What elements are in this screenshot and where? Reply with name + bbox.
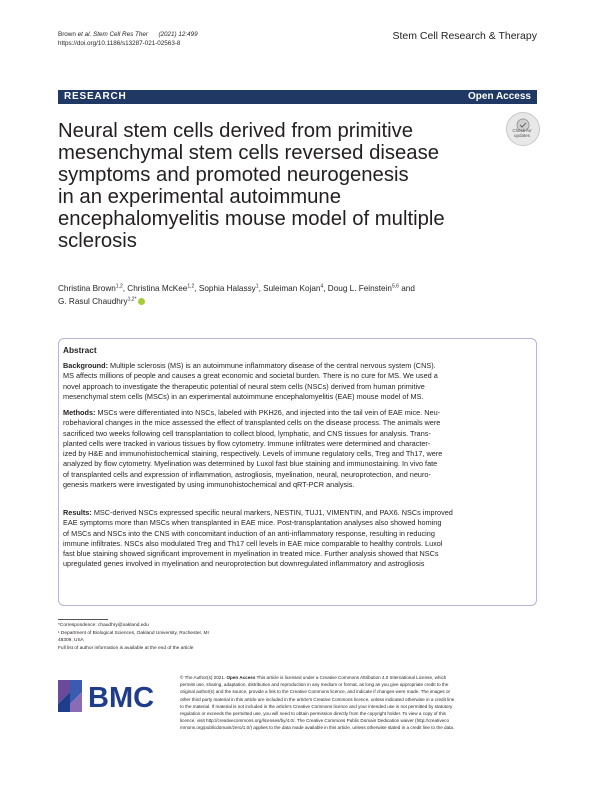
article-type: RESEARCH [64,91,127,102]
article-type-banner [58,90,537,104]
abstract-text-line: fast blue staining showed significant improvement in myelination in treated mice. Further analysis showed that NSCs [63,549,439,559]
license-line[interactable]: mmons.org/publicdomain/zero/1.0/) applies to the data made available in this article, unless otherwise stated in a credit line to the data. [180,725,455,731]
title-line: Neural stem cells derived from primitive [58,120,414,142]
results-label: Results: [63,508,92,517]
badge-line: updates [513,133,530,138]
abstract-text-line: genesis markers were investigated by using immunohistochemical and qRT-PCR analysis. [63,480,355,490]
abstract-text-line: planted cells were tracked in various tissues by flow cytometry. Immune infiltrates were determined and character- [63,438,431,448]
abstract-text-line: upregulated genes involved in myelination and neuroprotection but downregulated inflammatory and astrogliosis [63,559,425,569]
author-name: , Christina McKee [122,284,188,293]
title-line: encephalomyelitis mouse model of multiple [58,208,445,230]
title-line: mesenchymal stem cells reversed disease [58,142,439,164]
publisher-logo-text: BMC [88,682,155,714]
author-name: Christina Brown [58,284,116,293]
affiliation-sup: 4 [320,283,324,290]
abstract-results [63,508,533,570]
abstract-text-line: MS affects millions of people and causes a great economic and societal burden. There is no cure for MS. We used a [63,371,438,381]
open-access-bold: Open Access [226,675,256,680]
abstract-text-line: mesenchymal stem cells (MSCs) in an experimental autoimmune encephalomyelitis (EAE) mouse model of MS. [63,391,424,401]
abstract-text-line: sacrificed two weeks following cell transplantation to collect blood, lymphatic, and CNS tissues for analysis. Trans- [63,428,431,438]
author-name: , Doug L. Feinstein [323,284,392,293]
license-line: permits use, sharing, adaptation, distribution and reproduction in any medium or format, as long as you give appropriate credit to the [180,682,449,688]
affiliation-sup: 1,2* [127,296,137,303]
title-line: sclerosis [58,230,137,252]
article-title [58,120,488,252]
abstract-text-line: ized by H&E and immunohistochemical staining, respectively. Levels of immune regulatory cells, Treg and Th17, were [63,449,443,459]
abstract-text-line: immune infiltrates. NSCs also modulated Treg and Th17 cell levels in EAE mice comparable to healthy controls. Luxol [63,538,443,548]
abstract-text-line: robehavioral changes in the mice assessed the effect of transplanted cells on the disease process. The animals were [63,418,441,428]
abstract-text-line: novel approach to investigate the therapeutic potential of neural stem cells (NSCs) derived from human primitive [63,381,425,391]
affiliation-sup: 1,2 [115,283,123,290]
license-line[interactable]: licence, visit http://creativecommons.org/licenses/by/4.0/. The Creative Commons Public Domain Dedication waiver (http://creativeco [180,718,450,724]
author-info-note: Full list of author information is available at the end of the article [58,645,194,651]
open-access-label: Open Access [468,91,531,102]
correspondence-email[interactable]: *Correspondence: chaudhry@oakland.edu [58,623,149,628]
citation-year-volume: (2021) 12:499 [158,31,198,38]
abstract-text-line: MSC-derived NSCs expressed specific neural markers, NESTIN, TUJ1, VIMENTIN, and PAX6. NSCs improved [91,508,453,517]
license-line: to the material. If material is not included in the article's Creative Commons licence and your intended use is not permitted by statutory [180,703,453,709]
license-line: This article is licensed under a Creative Commons Attribution 4.0 International License, which [255,675,447,680]
badge-line: Check for [512,128,532,133]
doi-link[interactable]: https://doi.org/10.1186/s13287-021-02563-8 [58,40,181,47]
abstract-background [63,361,533,402]
license-line: other third party material in this article are included in the article's Creative Commons licence, unless indicated otherwise in a credit line [180,696,455,702]
abstract-text-line: analyzed by flow cytometry. Myelination was determined by Luxol fast blue staining and immunostaining. In vivo fate [63,459,438,469]
citation-journal: et al. Stem Cell Res Ther [77,31,148,38]
footnote-divider [58,619,108,620]
title-line: in an experimental autoimmune [58,186,341,208]
author-name: , Suleiman Kojan [258,284,321,293]
abstract-methods [63,408,533,490]
methods-label: Methods: [63,408,96,417]
abstract-text-line: MSCs were differentiated into NSCs, labeled with PKH26, and injected into the tail vein of EAE mice. Neu- [95,408,441,417]
abstract-text-line: Multiple sclerosis (MS) is an autoimmune inflammatory disease of the central nervous system (CNS). [108,361,436,370]
abstract-heading: Abstract [63,345,97,355]
license-line: original author(s) and the source, provide a link to the Creative Commons licence, and indicate if changes were made. The images or [180,689,451,695]
abstract-text-line: of transplanted cells and expression of inflammation, astrogliosis, myelination, neural, neuroprotection, and neuro- [63,469,431,479]
correspondence-footnotes [58,619,288,652]
background-label: Background: [63,361,108,370]
abstract-text-line: of MSCs and NSCs into the CNS with concomitant induction of an anti-inflammatory response, resulting in reducing [63,528,435,538]
author-name: , Sophia Halassy [194,284,256,293]
bmc-logo [58,676,168,716]
affiliation-line: 48309, USA [58,638,84,644]
license-line: regulation or exceeds the permitted use, you will need to obtain permission directly from the copyright holder. To view a copy of this [180,711,446,717]
affiliation-sup: 5,6 [391,283,399,290]
author-name: G. Rasul Chaudhry [58,297,128,306]
affiliation-sup: 1 [255,283,259,290]
affiliation-line: ¹ Department of Biological Sciences, Oakland University, Rochester, MI [58,630,209,636]
citation-authors: Brown [58,31,78,38]
author-separator: and [398,284,415,293]
author-list [58,282,478,308]
license-text [180,674,540,732]
orcid-icon[interactable] [138,298,145,305]
check-for-updates-label [505,128,539,138]
title-line: symptoms and promoted neurogenesis [58,164,409,186]
affiliation-sup: 1,2 [187,283,195,290]
journal-name: Stem Cell Research & Therapy [392,30,537,42]
copyright-lead: © The Author(s) 2021. [180,675,227,680]
abstract-text-line: EAE symptoms more than MSCs when transplanted in EAE mice. Post-transplantation analyses also showed homing [63,518,442,528]
running-header [58,30,198,48]
